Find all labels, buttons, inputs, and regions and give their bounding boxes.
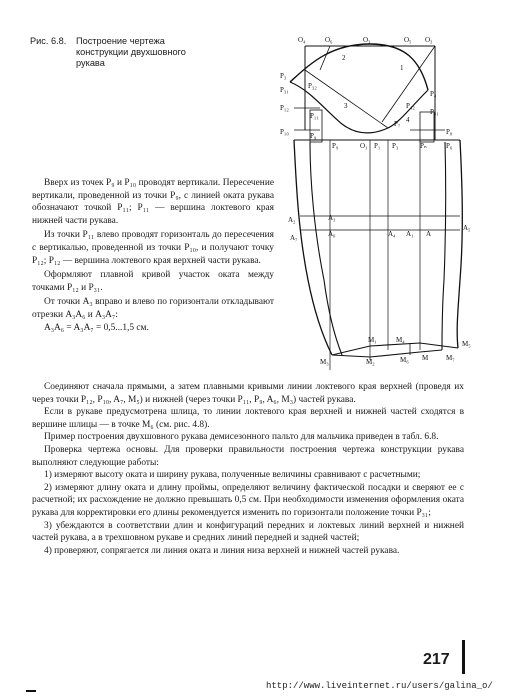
corner-mark <box>26 690 36 692</box>
paragraph: Если в рукаве предусмотрена шлица, то линии локтевого края верхней и нижней частей сходятся в вершине шлицы — в точке M₆ (см. рис. 4.8). <box>32 407 464 430</box>
watermark-url: http://www.liveinternet.ru/users/galina_o/ <box>266 681 493 691</box>
label-A6: A₆ <box>328 230 336 238</box>
label-A1: A₁ <box>406 230 414 238</box>
list-item: 4) проверяют, сопрягается ли линия оката и линия низа верхней и нижней частей рукава. <box>44 545 400 556</box>
paragraph: Оформляют плавной кривой участок оката между точками P₁₂ и P₃₁. <box>32 270 274 293</box>
label-P9-low: P₉ <box>332 142 339 150</box>
label-A: A <box>426 230 432 238</box>
label-P3b: P₃ <box>392 142 399 150</box>
left-column-text <box>32 177 274 334</box>
label-P11: P₁₁ <box>310 112 319 120</box>
label-n1: 1 <box>400 64 404 72</box>
figure-caption <box>30 36 290 69</box>
label-O3b: O₃ <box>425 36 433 44</box>
label-P7: P₇ <box>394 120 401 128</box>
label-P1: P₁ <box>374 142 381 150</box>
label-M3: M₃ <box>320 358 329 366</box>
label-O1: O₁ <box>360 142 368 150</box>
sleeve-pattern-drawing <box>270 30 485 370</box>
label-n4: 4 <box>406 116 410 124</box>
label-O3-top: O₃ <box>363 36 371 44</box>
label-M2: M₂ <box>366 358 375 366</box>
label-P6: P₆ <box>446 142 453 150</box>
label-n2: 2 <box>342 54 346 62</box>
label-M4: M₄ <box>396 336 405 344</box>
page-number-bar <box>462 640 465 674</box>
label-n3: 3 <box>344 102 348 110</box>
label-A5: A₅ <box>463 224 471 232</box>
label-M: M <box>422 354 429 362</box>
label-P8: P₈ <box>446 128 453 136</box>
label-M5: M₅ <box>462 340 471 348</box>
label-M7: M₇ <box>446 354 455 362</box>
paragraph: Соединяют сначала прямыми, а затем плавными кривыми линии локтевого края верхней (проведя их через точки P₁₂, P₁₀, A₇, M₅) и нижней (через точки P₁₁, P₉, A₆, M₃) частей рукава. <box>32 382 464 405</box>
label-P10: P₁₀ <box>280 128 289 136</box>
paragraph: Из точки P₁₁ влево проводят горизонталь до пересечения с вертикалью, проведенной из точки P₁₀, и получают точку P₁₂; P₁₂ — вершина локтевого края верхней части рукава. <box>32 230 274 266</box>
label-P9: P₉ <box>310 132 317 140</box>
label-A2: A₂ <box>288 216 296 224</box>
label-P41: P₄₁ <box>430 108 439 116</box>
label-Pn: Pₙ <box>420 142 427 150</box>
label-P31: P₃₁ <box>280 86 289 94</box>
figure-caption-text: Построение чертежа конструкции двухшовного рукава <box>76 36 186 68</box>
label-P32: P₃₂ <box>308 82 317 90</box>
figure-number: Рис. 6.8. <box>30 36 67 46</box>
label-O4: O₄ <box>298 36 306 44</box>
label-O5: O₅ <box>404 36 412 44</box>
list-item: 3) убеждаются в соответствии длин и конфигураций передних и локтевых линий верхней и нижней частей рукава, а в трехшовном рукаве и средних линий передней и задней частей; <box>32 520 464 544</box>
list-item: 2) измеряют длину оката и длину проймы, определяют величину фактической посадки и сверяют ее с расчетной; их расхождение не должно превышать 0,5 см. При необходимости изменения оформления оката рукава для корректировки его длины рекомендуется изменить по горизонтали положение точки P₃₁; <box>32 482 464 518</box>
paragraph: От точки A₃ вправо и влево по горизонтали откладывают отрезки A₃A₆ и A₃A₇: <box>32 297 274 320</box>
elbow-edge-outer <box>294 140 332 355</box>
paragraph: Пример построения двухшовного рукава демисезонного пальто для мальчика приведен в табл. 6.8. <box>44 432 439 443</box>
front-edge-outer <box>457 140 462 348</box>
label-M1: M₁ <box>368 336 377 344</box>
formula-line: A₃A₆ = A₃A₇ = 0,5...1,5 см. <box>44 322 149 333</box>
paragraph: Вверх из точек P₉ и P₁₀ проводят вертикали. Пересечение вертикали, проведенной из точки P₉, с линией оката рукава обозначают точкой P₁₁; P₁₁ — вершина локтевого края нижней части рукава. <box>32 178 274 226</box>
label-A7: A₇ <box>290 234 298 242</box>
section-heading-paragraph: Проверка чертежа основы. Для проверки правильности построения чертежа конструкции рукава выполняют следующие работы: <box>32 444 464 468</box>
label-M6: M₆ <box>400 356 409 364</box>
label-P3: P₃ <box>280 72 287 80</box>
label-A3: A₃ <box>328 214 336 222</box>
label-P42: P₄₂ <box>406 102 415 110</box>
full-width-text <box>32 381 464 557</box>
hem-line-upper <box>332 343 458 355</box>
label-P4: P₄ <box>430 90 437 98</box>
page-number: 217 <box>423 651 450 668</box>
label-O6: O₆ <box>325 36 333 44</box>
label-A4: A₄ <box>388 230 396 238</box>
label-P12: P₁₂ <box>280 104 289 112</box>
list-item: 1) измеряют высоту оката и ширину рукава, полученные величины сравнивают с расчетными; <box>44 470 421 481</box>
